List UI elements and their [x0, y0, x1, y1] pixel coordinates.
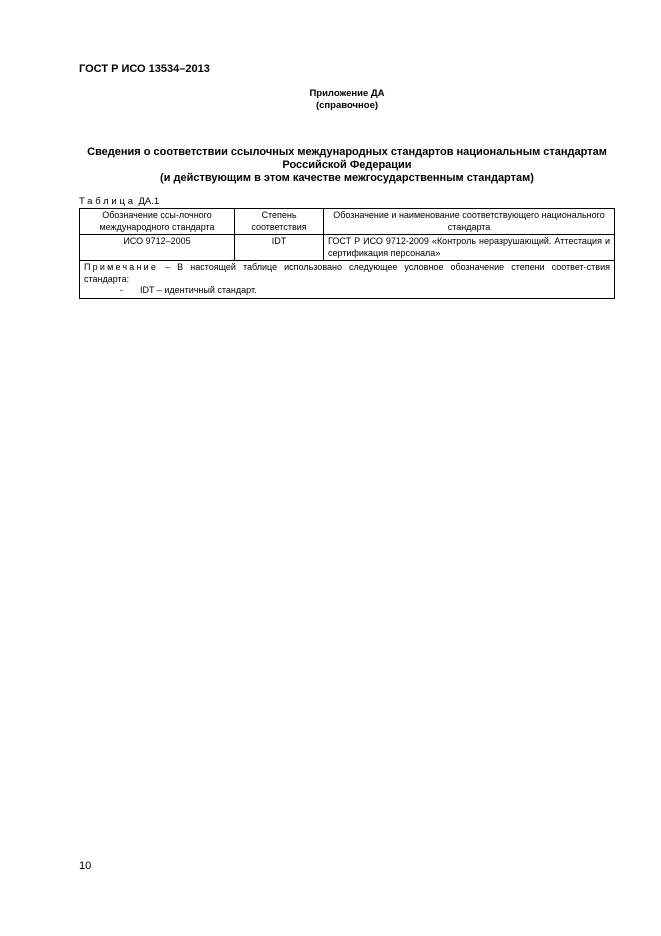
cell-national-standard: ГОСТ Р ИСО 9712-2009 «Контроль неразрушающий. Аттестация и сертификация персонала»	[324, 235, 615, 261]
header-national-standard: Обозначение и наименование соответствующего национального стандарта	[324, 209, 615, 235]
header-reference-standard: Обозначение ссы-лочного международного стандарта	[80, 209, 235, 235]
note-text: – В настоящей таблице использовано следующее условное обозначение степени соответ-ствия стандарта:	[84, 262, 610, 284]
section-title-line-1: Сведения о соответствии ссылочных международных стандартов национальным стандартам	[87, 146, 607, 158]
note-bullet-dash: -	[120, 285, 123, 295]
cell-reference-standard: ИСО 9712–2005	[80, 235, 235, 261]
table-label-prefix: Таблица	[79, 196, 136, 207]
page-number: 10	[79, 860, 92, 872]
annex-subtitle: (справочное)	[315, 100, 379, 111]
table-note	[80, 261, 615, 299]
section-title-line-2: Российской Федерации	[282, 159, 412, 171]
note-bullet-text: IDT – идентичный стандарт.	[140, 285, 257, 295]
section-title-line-3: (и действующим в этом качестве межгосударственным стандартам)	[160, 172, 534, 184]
table-header-row	[80, 209, 615, 235]
table-row	[80, 235, 615, 261]
document-code: ГОСТ Р ИСО 13534–2013	[79, 63, 210, 75]
section-title	[80, 146, 614, 185]
annex-title: Приложение ДА	[309, 88, 385, 99]
correspondence-table	[79, 208, 615, 299]
annex-heading	[0, 88, 661, 112]
cell-degree-of-conformity: IDT	[235, 235, 324, 261]
note-label: Примечание	[84, 262, 159, 272]
note-bullet	[84, 285, 610, 297]
table-label-number: ДА.1	[138, 196, 160, 207]
header-degree-of-conformity: Степень соответствия	[235, 209, 324, 235]
table-label	[79, 196, 159, 207]
table-note-row	[80, 261, 615, 299]
